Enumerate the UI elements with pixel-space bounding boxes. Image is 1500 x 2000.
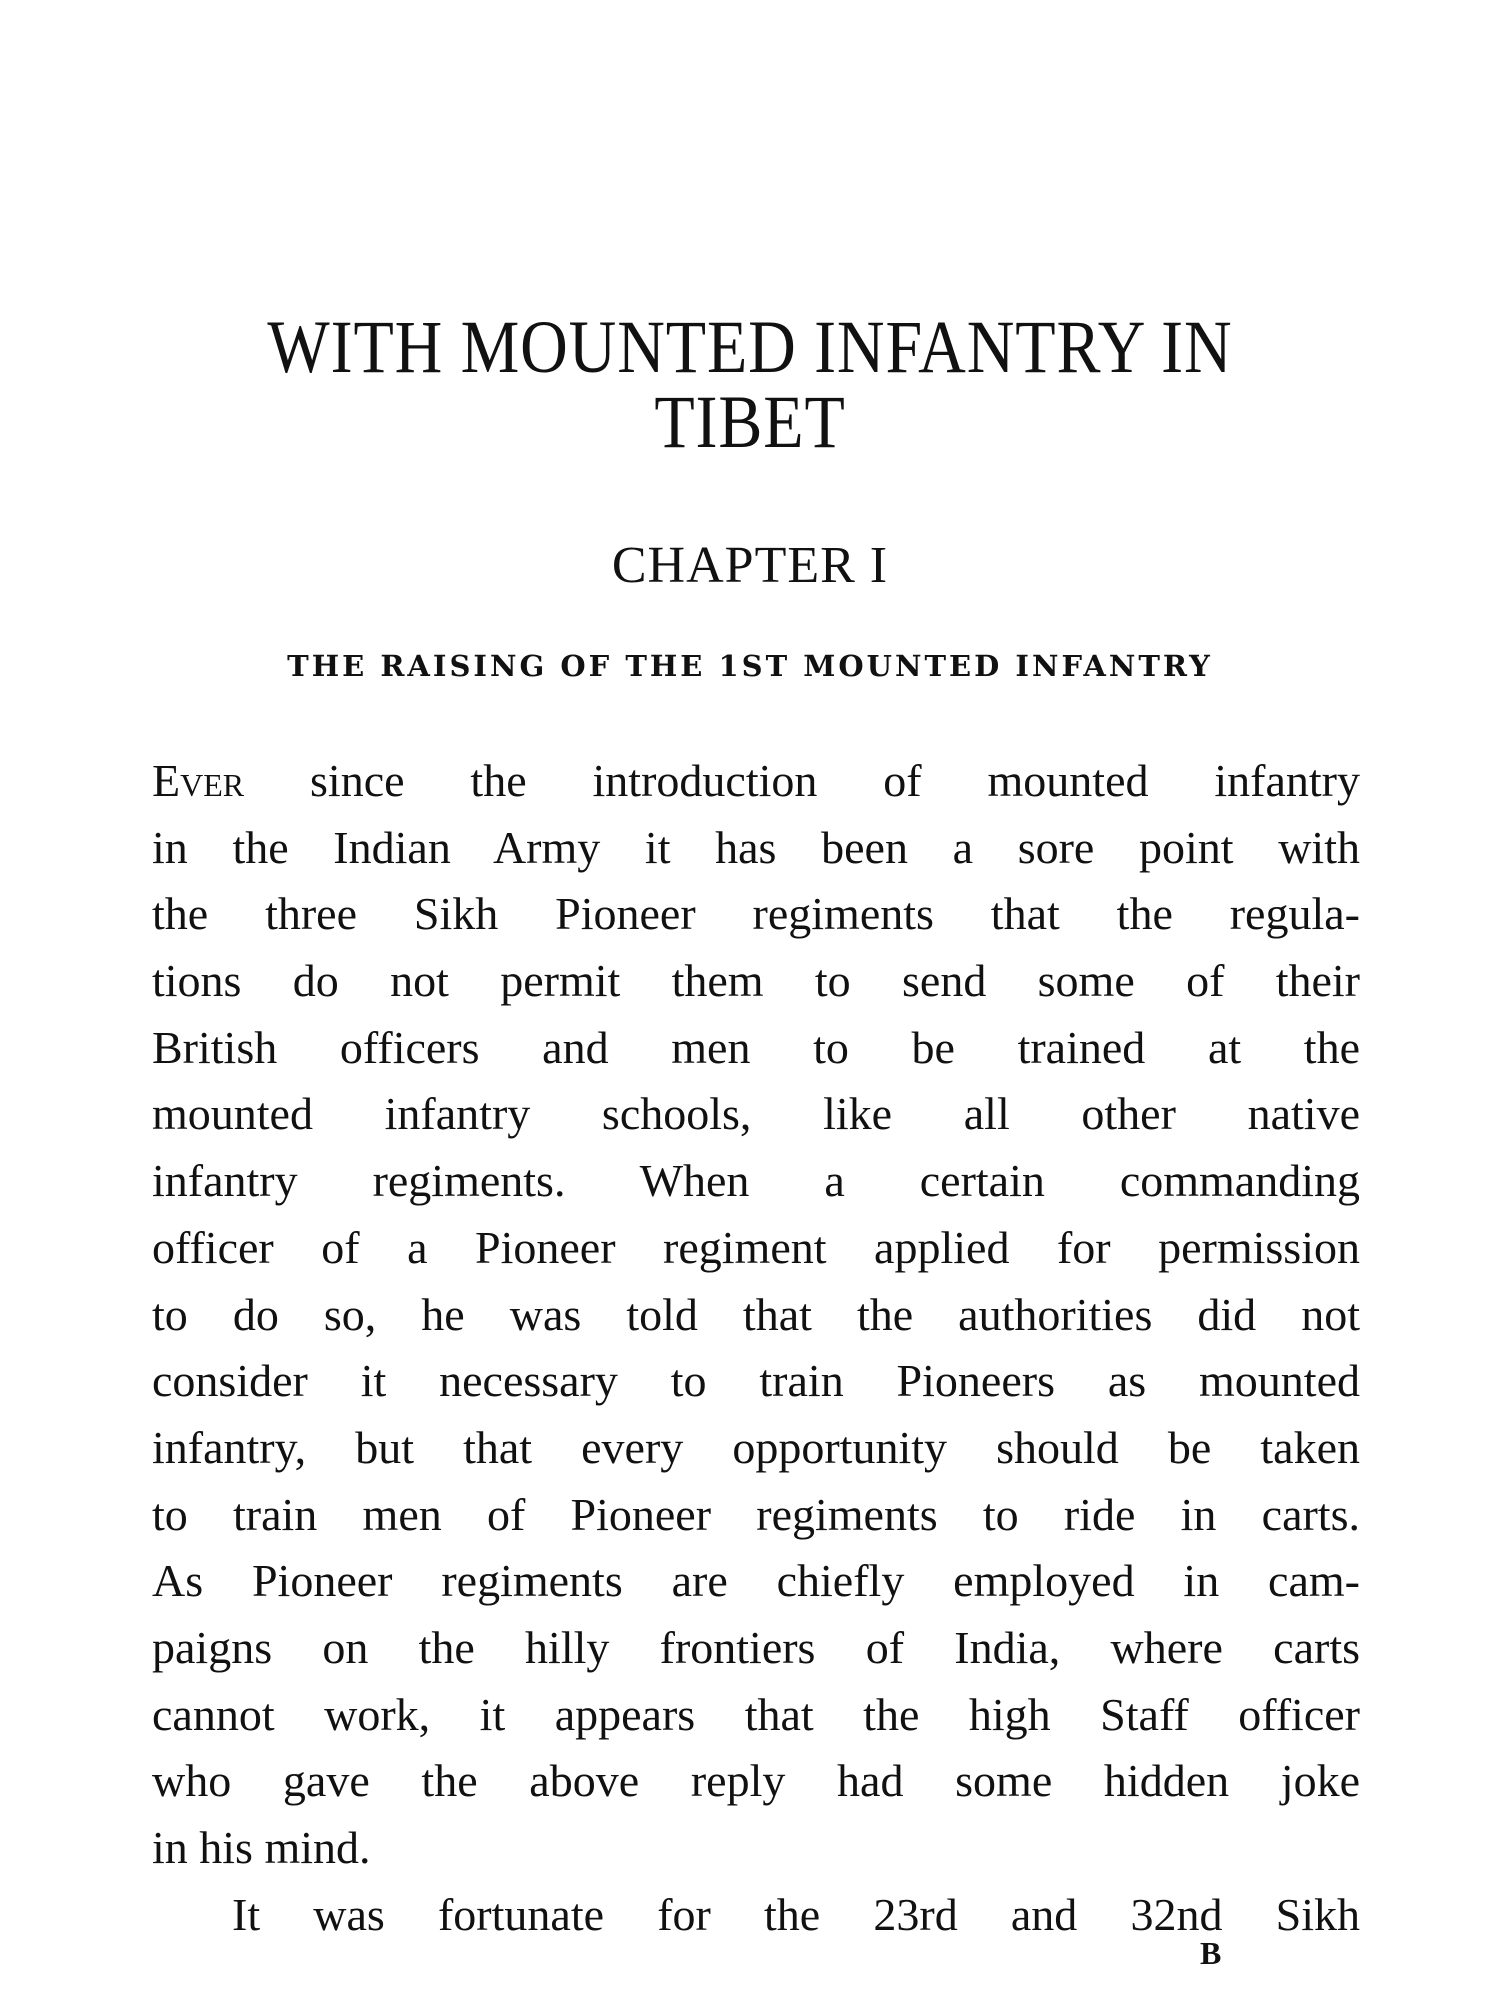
text-line: infantry regiments. When a certain commanding <box>152 1155 1360 1207</box>
text-line: British officers and men to be trained at the <box>152 1021 1360 1073</box>
text-line: the three Sikh Pioneer regiments that the regula- <box>152 888 1360 940</box>
text-line: paigns on the hilly frontiers of India, where carts <box>152 1621 1360 1673</box>
text-line-content: since the introduction of mounted infantry <box>244 755 1360 806</box>
text-line: who gave the above reply had some hidden joke <box>152 1755 1360 1807</box>
text-line: in the Indian Army it has been a sore point with <box>152 821 1360 873</box>
text-line: to do so, he was told that the authorities did not <box>152 1288 1360 1340</box>
text-line: mounted infantry schools, like all other native <box>152 1088 1360 1140</box>
text-line: consider it necessary to train Pioneers as mounted <box>152 1355 1360 1407</box>
text-line: infantry, but that every opportunity should be taken <box>152 1421 1360 1473</box>
text-line: in his mind. <box>152 1822 371 1873</box>
text-line <box>152 748 1360 815</box>
text-line: cannot work, it appears that the high Staff officer <box>152 1688 1360 1740</box>
text-line: As Pioneer regiments are chiefly employed in cam- <box>152 1555 1360 1607</box>
text-line: officer of a Pioneer regiment applied for permission <box>152 1221 1360 1273</box>
text-line: tions do not permit them to send some of their <box>152 955 1360 1007</box>
book-title: WITH MOUNTED INFANTRY IN TIBET <box>267 306 1233 464</box>
signature-mark: B <box>1200 1935 1222 1971</box>
text-line: to train men of Pioneer regiments to ride in carts. <box>152 1488 1360 1540</box>
body-text <box>152 748 1360 1948</box>
opening-word: Ever <box>152 755 245 806</box>
text-line: It was fortunate for the 23rd and 32nd Sikh <box>232 1888 1360 1940</box>
chapter-title: THE RAISING OF THE 1ST MOUNTED INFANTRY <box>287 649 1213 683</box>
chapter-number: CHAPTER I <box>611 537 889 594</box>
